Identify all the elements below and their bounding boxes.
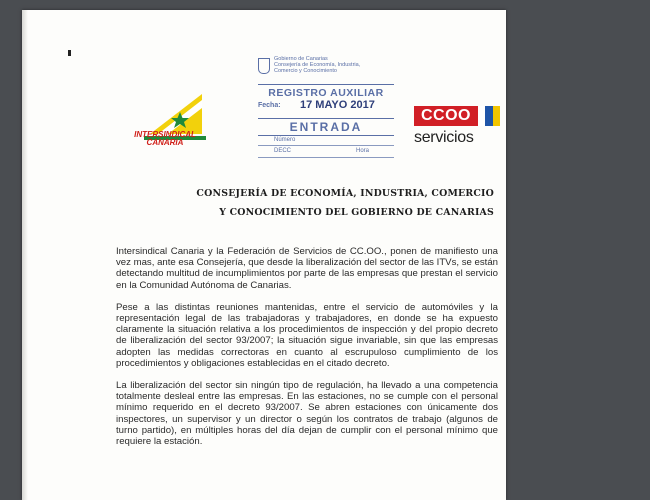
recipient-heading-line2: Y CONOCIMIENTO DEL GOBIERNO DE CANARIAS [219, 207, 494, 218]
intersindical-line2: CANARIA [146, 138, 184, 147]
ccoo-logo [414, 106, 504, 146]
stamp-organization [274, 56, 394, 74]
stamp-date-value: 17 MAYO 2017 [300, 99, 375, 111]
stamp-divider [258, 157, 394, 158]
registration-stamp [254, 56, 399, 164]
body-paragraph: La liberalización del sector sin ningún tipo de regulación, ha llevado a una competencia totalmente desleal entre las empresas. En las estaciones, no se cumple con el personal mínimo requerido en el decreto 93/2007. Se abren estaciones con únicamente dos inspectores, un supervisor y un director o según los contratos de trabajo (algunos de turno partido), en múltiples horas del día dejan de cumplir con el personal mínimo que requiere la estación. [116, 380, 498, 448]
ccoo-wordmark: CCOO [414, 106, 478, 126]
stamp-time-label: Hora [356, 148, 370, 154]
stamp-org-line: Consejería de Economía, Industria, [274, 62, 361, 68]
intersindical-wordmark [118, 131, 212, 147]
stamp-entrada: ENTRADA [258, 118, 394, 136]
body-paragraph: Pese a las distintas reuniones mantenidas, entre el servicio de automóviles y la representación legal de las trabajadoras y trabajadores, en donde se ha expuesto claramente la situación relativa a los procedimientos de inspección y del propio decreto de liberalización del sector 93/2007; la situación sigue invariable, sin que las empresas adopten las medidas correctoras en cuanto al escrupuloso cumplimiento de los procedimientos y obligaciones establecidas en el citado decreto. [116, 301, 498, 369]
page-mark [68, 50, 71, 56]
stamp-org-line: Gobierno de Canarias [274, 56, 328, 62]
body-paragraph: Intersindical Canaria y la Federación de Servicios de CC.OO., ponen de manifiesto una vez mas, ante esa Consejería, que desde la liberalización del sector de las ITVs, se están detectando multitud de incumplimientos por parte de las empresas que prestan el servicio en la Comunidad Autónoma de Canarias. [116, 246, 498, 291]
document-page [22, 10, 506, 500]
stamp-registro: REGISTRO AUXILIAR [258, 84, 394, 99]
coat-of-arms-icon [258, 58, 270, 74]
stamp-number-label: Número [274, 137, 296, 143]
stamp-date-label: Fecha: [258, 102, 281, 109]
intersindical-line1: INTERSINDICAL [134, 130, 196, 139]
canary-flag-icon [478, 106, 500, 126]
stamp-decc-label: DECC [274, 148, 292, 154]
stamp-org-line: Comercio y Conocimiento [274, 68, 337, 74]
stamp-divider [258, 145, 394, 146]
ccoo-subtitle: servicios [414, 129, 474, 146]
recipient-heading-line1: CONSEJERÍA DE ECONOMÍA, INDUSTRIA, COMERCIO [196, 188, 494, 199]
letter-body [116, 246, 498, 458]
